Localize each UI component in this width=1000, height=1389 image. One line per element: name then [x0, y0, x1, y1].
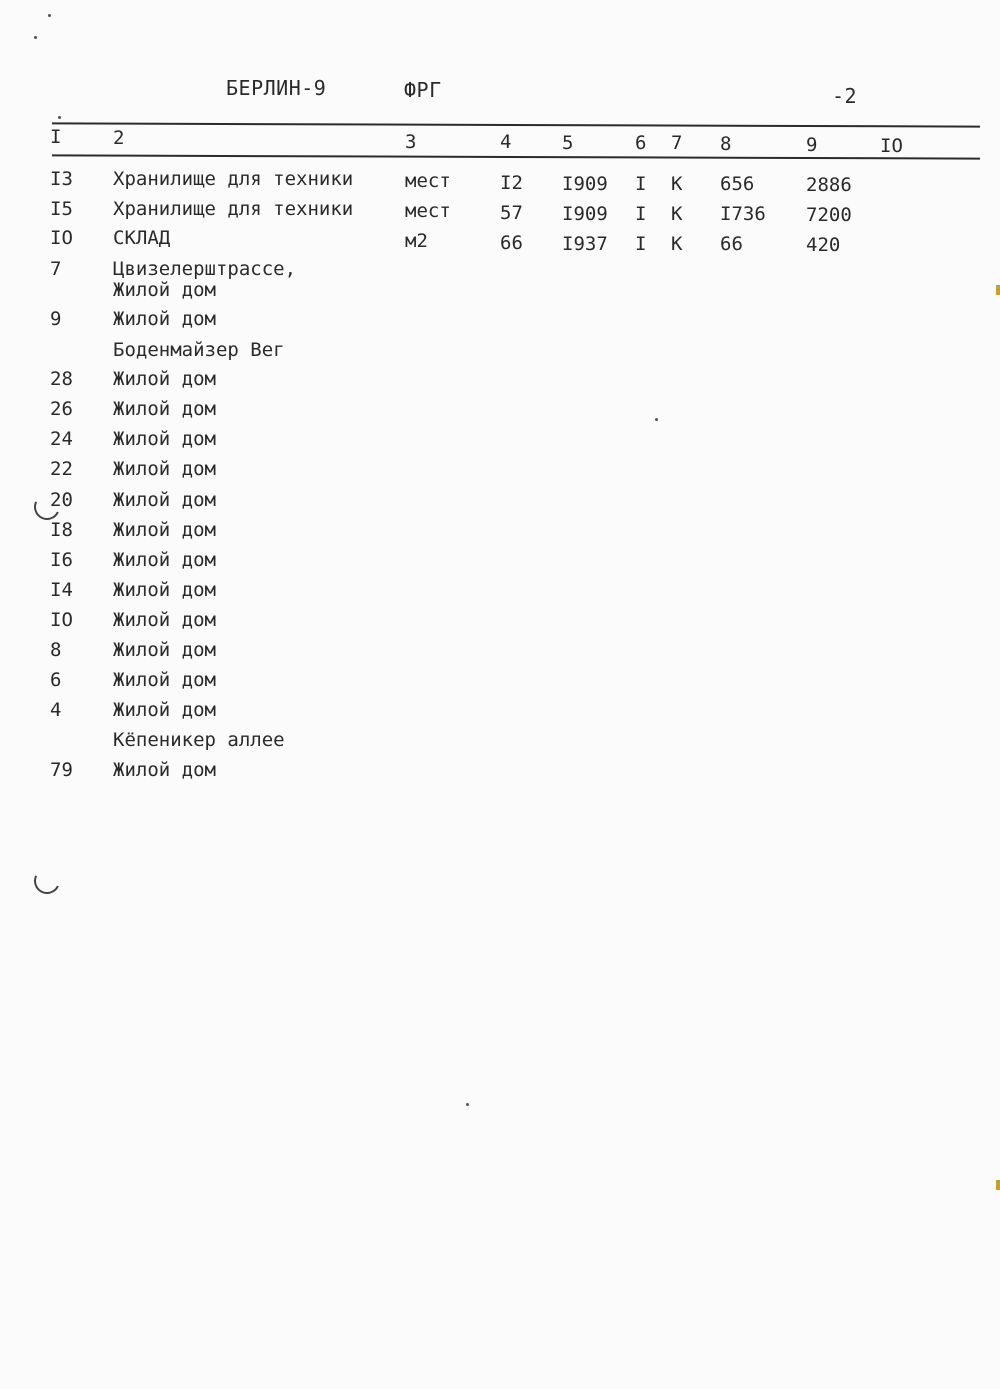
row-description: Жилой дом	[113, 759, 216, 781]
row-description: Жилой дом	[113, 368, 216, 390]
column-header-10: IO	[880, 135, 903, 157]
row-value-8: 656	[720, 173, 755, 195]
row-number: 6	[50, 669, 62, 691]
row-number: I3	[50, 168, 73, 190]
row-number: 26	[50, 398, 73, 420]
column-header-4: 4	[500, 131, 512, 153]
scan-speck	[655, 418, 658, 421]
punch-hole-mark	[30, 864, 63, 897]
row-description: Хранилище для техники	[113, 198, 354, 220]
row-number: 8	[50, 639, 62, 661]
row-unit: мест	[405, 200, 451, 222]
street-name: Кёпеникер аллее	[113, 729, 285, 751]
row-value-8: 66	[720, 233, 743, 255]
row-description: Жилой дом	[113, 519, 216, 541]
row-description: Жилой дом	[113, 549, 216, 571]
row-description: Жилой дом	[113, 458, 216, 480]
column-header-2: 2	[113, 127, 125, 149]
row-number: IO	[50, 609, 73, 631]
row-description: Жилой дом	[113, 609, 216, 631]
row-description: Хранилище для техники	[113, 168, 354, 190]
row-quantity: I2	[500, 172, 523, 194]
row-category: I	[635, 233, 647, 255]
row-number: 22	[50, 458, 73, 480]
table-header-rule	[52, 154, 980, 159]
row-description: Жилой дом	[113, 308, 216, 330]
row-description: Жилой дом	[113, 279, 216, 301]
row-number: 7	[50, 258, 62, 280]
row-description: Жилой дом	[113, 639, 216, 661]
row-street: Цвизелерштрассе,	[113, 258, 297, 280]
row-number: I8	[50, 519, 73, 541]
scan-speck	[48, 14, 51, 17]
column-header-1: I	[50, 126, 62, 148]
scan-speck	[466, 1103, 469, 1106]
row-number: 20	[50, 489, 73, 511]
column-header-9: 9	[806, 134, 818, 156]
row-category: I	[635, 173, 647, 195]
row-year: I937	[562, 233, 608, 255]
scan-speck	[58, 116, 61, 119]
column-header-7: 7	[671, 132, 683, 154]
city-heading: БЕРЛИН-9	[226, 76, 327, 100]
table-top-rule	[52, 122, 980, 127]
row-type: К	[671, 203, 683, 225]
column-header-6: 6	[635, 132, 647, 154]
row-description: Жилой дом	[113, 579, 216, 601]
row-year: I909	[562, 173, 608, 195]
row-description: Жилой дом	[113, 699, 216, 721]
row-value-9: 7200	[806, 204, 852, 226]
row-description: Жилой дом	[113, 398, 216, 420]
row-number: 28	[50, 368, 73, 390]
row-description: СКЛАД	[113, 227, 171, 249]
row-description: Жилой дом	[113, 428, 216, 450]
row-quantity: 57	[500, 202, 523, 224]
row-number: I5	[50, 198, 73, 220]
row-type: К	[671, 233, 683, 255]
row-number: 9	[50, 308, 62, 330]
row-quantity: 66	[500, 232, 523, 254]
row-category: I	[635, 203, 647, 225]
row-number: I6	[50, 549, 73, 571]
scan-speck	[34, 36, 37, 39]
edge-mark	[996, 285, 1000, 295]
row-description: Жилой дом	[113, 669, 216, 691]
column-header-8: 8	[720, 133, 732, 155]
row-number: I4	[50, 579, 73, 601]
row-number: 79	[50, 759, 73, 781]
row-value-9: 420	[806, 234, 841, 256]
row-value-8: I736	[720, 203, 766, 225]
edge-mark	[996, 1180, 1000, 1190]
country-heading: ФРГ	[404, 78, 442, 102]
row-type: К	[671, 173, 683, 195]
column-header-3: 3	[405, 131, 417, 153]
row-description: Жилой дом	[113, 489, 216, 511]
row-unit: мест	[405, 170, 451, 192]
row-value-9: 2886	[806, 174, 852, 196]
row-unit: м2	[405, 230, 428, 252]
row-year: I909	[562, 203, 608, 225]
row-number: 4	[50, 699, 62, 721]
row-number: IO	[50, 227, 73, 249]
row-number: 24	[50, 428, 73, 450]
page-number: -2	[832, 84, 858, 108]
column-header-5: 5	[562, 132, 574, 154]
street-name: Боденмайзер Вег	[113, 339, 285, 361]
